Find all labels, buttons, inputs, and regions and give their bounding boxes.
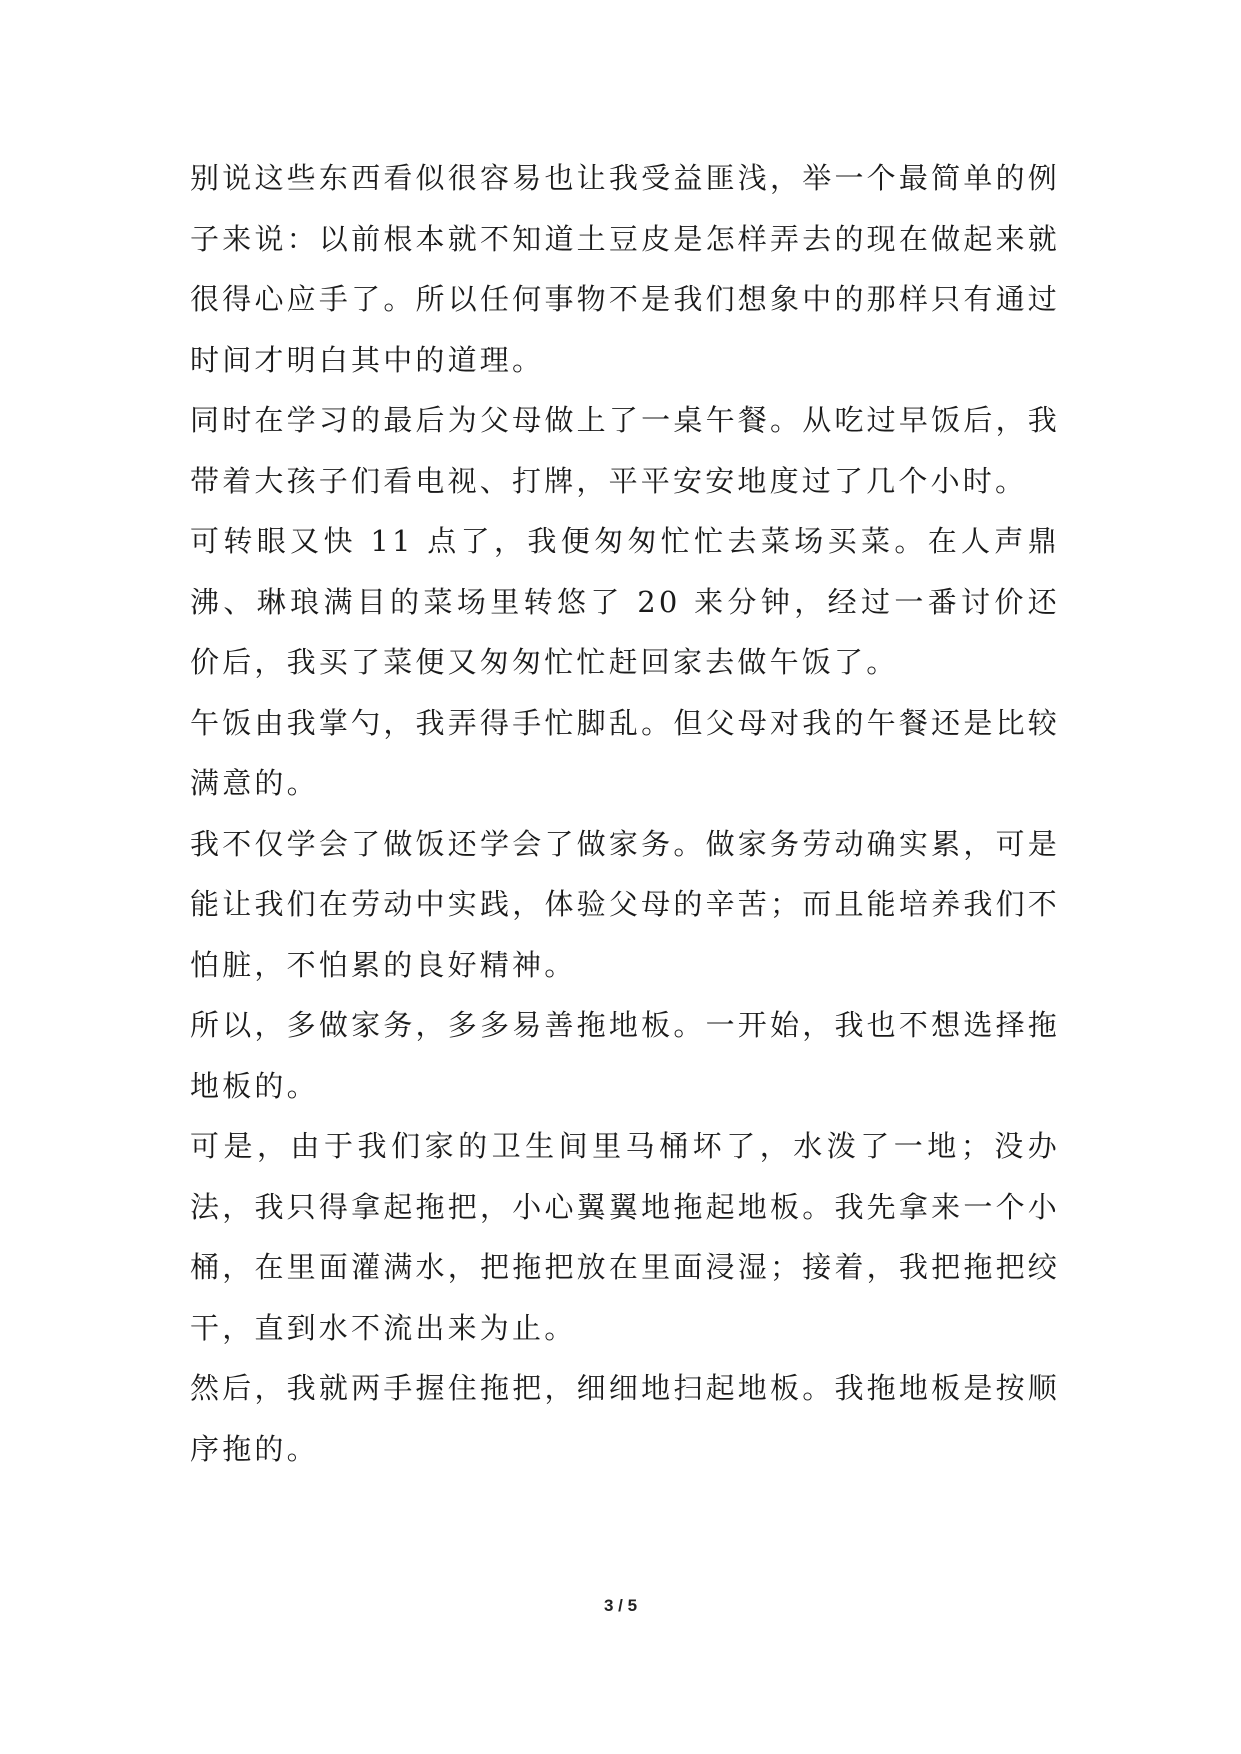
paragraph-2: 同时在学习的最后为父母做上了一桌午餐。从吃过早饭后，我带着大孩子们看电视、打牌，平平安安地度过了几个小时。: [190, 403, 1060, 498]
paragraph-6: 所以，多做家务，多多易善拖地板。一开始，我也不想选择拖地板的。: [190, 1008, 1060, 1103]
paragraph-1: 别说这些东西看似很容易也让我受益匪浅，举一个最简单的例子来说：以前根本就不知道土豆皮是怎样弄去的现在做起来就很得心应手了。所以任何事物不是我们想象中的那样只有通过时间才明白其中的道理。: [190, 161, 1060, 377]
paragraph-7: 可是，由于我们家的卫生间里马桶坏了，水泼了一地；没办法，我只得拿起拖把，小心翼翼地拖起地板。我先拿来一个小桶，在里面灌满水，把拖把放在里面浸湿；接着，我把拖把绞干，直到水不流出来为止。: [190, 1129, 1060, 1345]
paragraph-5: 我不仅学会了做饭还学会了做家务。做家务劳动确实累，可是能让我们在劳动中实践，体验父母的辛苦；而且能培养我们不怕脏，不怕累的良好精神。: [190, 826, 1060, 982]
page-body: [190, 148, 1060, 1479]
paragraph-3: 可转眼又快 11 点了，我便匆匆忙忙去菜场买菜。在人声鼎沸、琳琅满目的菜场里转悠了 20 来分钟，经过一番讨价还价后，我买了菜便又匆匆忙忙赶回家去做午饭了。: [190, 524, 1060, 679]
paragraph-8: 然后，我就两手握住拖把，细细地扫起地板。我拖地板是按顺序拖的。: [190, 1371, 1060, 1466]
paragraph-4: 午饭由我掌勺，我弄得手忙脚乱。但父母对我的午餐还是比较满意的。: [190, 705, 1060, 800]
page-number: 3 / 5: [603, 1596, 638, 1615]
